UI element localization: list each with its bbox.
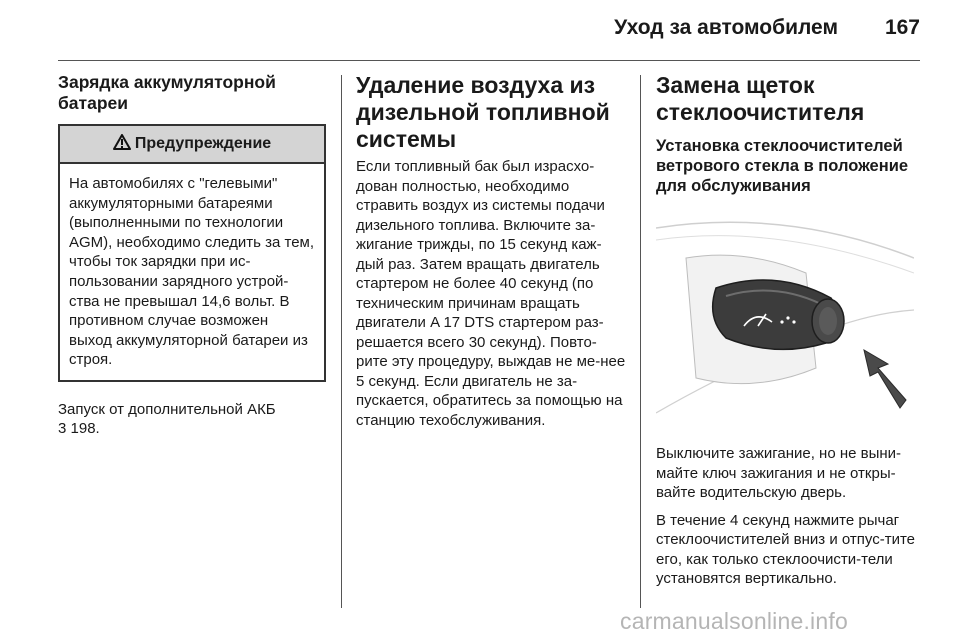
header-title: Уход за автомобилем (614, 16, 838, 39)
warning-header (60, 126, 324, 164)
header-rule (58, 60, 920, 61)
subheading-service-position: Установка стеклоочистителей ветрового стекла в положение для обслуживания (656, 137, 909, 195)
warning-text: На автомобилях с "гелевыми" аккумуляторными батареями (выполненными по технологии AGM), необходимо следить за тем, чтобы ток зарядки при ис-пользовании зарядного устрой-ства не превышал 14,6 вольт. В противном случае возможен выход аккумуляторной батареи из строя. (69, 175, 315, 369)
wiper-lever-illustration (656, 218, 914, 430)
jump-start-note: Запуск от дополнительной АКБ (58, 400, 276, 418)
page-number: 167 (884, 16, 920, 39)
warning-box (58, 124, 326, 382)
diesel-paragraph: Если топливный бак был израсхо-дован полностью, необходимо стравить воздух из системы подачи дизельного топлива. Включите за-жигание трижды, по 15 секунд каж-дый раз. Затем вращать двигатель стартером не более 40 секунд (по техническим причинам вращать двигатели A 17 DTS стартером раз-решается всего 30 секунд). Повто-рите эту процедуру, выждав не ме-нее 5 секунд. Если двигатель не за-пускается, обратитесь за помощью на станцию техобслуживания. (356, 158, 626, 429)
section-heading-diesel: Удаление воздуха из дизельной топливной системы (356, 72, 610, 152)
watermark-site: carmanualsonline.info (620, 608, 848, 634)
column-divider-2 (640, 75, 641, 608)
warning-title: Предупреждение (134, 135, 272, 152)
warning-triangle-icon (113, 134, 131, 155)
section-heading-wipers: Замена щеток стеклоочистителя (656, 72, 865, 125)
column-battery-charging (58, 72, 326, 439)
section-heading-battery: Зарядка аккумуляторной батареи (58, 72, 276, 113)
column-divider-1 (341, 75, 342, 608)
reference-page: 198. (70, 420, 100, 438)
page-reference[interactable] (58, 419, 326, 439)
column-diesel-bleeding (356, 72, 626, 430)
wiper-paragraph-1: Выключите зажигание, но не выни-майте ключ зажигания и не откры-вайте водительскую дверь. (656, 445, 902, 501)
reference-arrow-icon: 3 (58, 420, 71, 438)
wiper-paragraph-2: В течение 4 секунд нажмите рычаг стеклоочистителей вниз и отпус-тите его, как только стеклоочисти-тели установятся вертикально. (656, 511, 916, 587)
column-wiper-blades (656, 72, 926, 589)
